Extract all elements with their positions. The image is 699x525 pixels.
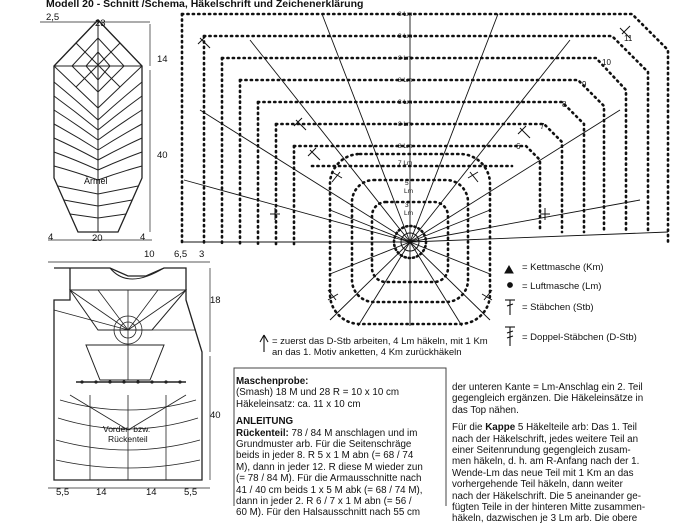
body-dim-top-a: 10: [144, 249, 155, 260]
kappe-line: nach der Häkelschrift, jedes weitere Teil an: [452, 433, 639, 445]
ruecken-heading: Rückenteil:: [236, 427, 289, 439]
kappe-line: vorhergehende Teil häkeln, dann weiter: [452, 479, 623, 491]
chart-lm-label: 8 Lm: [398, 11, 413, 18]
ruecken-line: 60 M). Für den Halsausschnitt nach 55 cm: [236, 507, 421, 519]
legend-stb: = Stäbchen (Stb): [522, 302, 594, 313]
chart-inner-label: 3: [405, 202, 409, 209]
chart-row-number: 11: [624, 34, 633, 43]
chart-lm-label: 7 Lm: [398, 160, 413, 167]
sleeve-dim-top-left: 2,5: [46, 12, 60, 23]
kappe-line: einer Seitenrundung gegengleich zusam-: [452, 445, 631, 457]
chart-lm-label: 8 Lm: [398, 77, 413, 84]
body-dim-bottom-a: 5,5: [56, 487, 70, 498]
chart-row-number: 9: [582, 80, 587, 89]
ruecken-line: M), dann in jeder 12. R diese M wieder zun: [236, 461, 423, 473]
page-title: Modell 20 - Schnitt /Schema, Häkelschrift und Zeichenerklärung: [46, 0, 364, 10]
chart-lm-label: 8 Lm: [398, 121, 413, 128]
body-schematic: [48, 262, 210, 488]
body-dim-right-a: 18: [210, 295, 221, 306]
dstb-symbol-icon: [505, 327, 515, 346]
sleeve-schematic: [40, 20, 152, 240]
lm-symbol-icon: [508, 283, 513, 288]
chart-inner-label: Lm: [404, 188, 414, 195]
instructions-left: [236, 376, 444, 519]
ruecken-line: dann in jeder 2. R 6 / 7 x 1 M abn (= 56 /: [236, 496, 412, 508]
kappe-heading: Kappe: [485, 422, 516, 434]
chart-row-number: 8: [562, 100, 567, 109]
stb-symbol-icon: [505, 300, 515, 315]
ruecken-line: 78 / 84 M anschlagen und im: [291, 427, 418, 439]
body-dim-bottom-b: 14: [96, 487, 107, 498]
body-label-line1: Vorder- bzw.: [103, 424, 151, 434]
chart-inner-label: Lm: [404, 210, 414, 217]
sleeve-dim-right-top: 14: [157, 54, 168, 65]
sleeve-label: Ärmel: [84, 176, 108, 186]
kappe-line: häkeln, dazwischen je 3 Lm arb. Die obere: [452, 513, 638, 525]
sleeve-dim-top: 23: [95, 18, 106, 29]
instructions-right: [452, 382, 697, 525]
maschenprobe-line: Häkeleinsatz: ca. 11 x 10 cm: [236, 398, 361, 410]
crochet-chart: [182, 14, 668, 326]
legend-lm: = Luftmasche (Lm): [522, 281, 602, 292]
kappe-first: 5 Häkelteile arb: Das 1. Teil: [515, 422, 637, 434]
ruecken-line: Grundmuster arb. Für die Seitenschräge: [236, 439, 412, 451]
sleeve-dim-bottom-left: 4: [48, 232, 54, 243]
anleitung-heading: ANLEITUNG: [236, 416, 294, 428]
right-line: das Top nähen.: [452, 404, 519, 416]
ruecken-line: 41 / 40 cm beids 1 x 5 M abk (= 68 / 74 M),: [236, 484, 423, 496]
sleeve-dim-right-mid: 40: [157, 150, 168, 161]
km-symbol-icon: [505, 266, 513, 273]
ruecken-line: (= 78 / 84 M). Für die Armausschnitte nach: [236, 473, 422, 485]
body-dim-right-b: 40: [210, 410, 221, 421]
chart-row-number: 6: [516, 142, 521, 151]
sleeve-dim-bottom: 20: [92, 233, 103, 244]
maschenprobe-line: (Smash) 18 M und 28 R = 10 x 10 cm: [236, 387, 400, 399]
ruecken-line: beids in jeder 8. R 5 x 1 M abn (= 68 / 74: [236, 450, 414, 462]
kappe-line: men häkeln, d. h. am R-Anfang nach der 1.: [452, 456, 640, 468]
note-line-1: = zuerst das D-Stb arbeiten, 4 Lm häkeln, mit 1 Km: [272, 336, 488, 347]
chart-inner-label: 5: [405, 180, 409, 187]
sleeve-dim-bottom-right: 4: [140, 232, 146, 243]
chart-lm-label: 8 Lm: [398, 99, 413, 106]
chart-row-number: 7: [540, 122, 545, 131]
body-dim-bottom-c: 14: [146, 487, 157, 498]
right-line: gegengleich ergänzen. Die Häkeleinsätze in: [452, 393, 644, 405]
body-label-line2: Rückenteil: [108, 434, 148, 444]
note-line-2: an das 1. Motiv anketten, 4 Km zurückhäkeln: [272, 347, 462, 358]
chart-row-number: 10: [602, 58, 611, 67]
kappe-line: Wende-Lm das neue Teil mit 1 Km an das: [452, 467, 634, 479]
legend-km: = Kettmasche (Km): [522, 262, 604, 273]
body-dim-bottom-d: 5,5: [184, 487, 198, 498]
note-symbol-icon: [260, 335, 268, 352]
kappe-line: nach der Häkelschrift. Die 5 aneinander ge-: [452, 490, 641, 502]
chart-lm-label: 8 Lm: [398, 33, 413, 40]
chart-lm-label: 8 Lm: [398, 55, 413, 62]
kappe-line: fügten Teile in der hinteren Mitte zusammen-: [452, 502, 646, 514]
right-line: der unteren Kante = Lm-Anschlag ein 2. Teil: [452, 382, 643, 393]
chart-lm-label: 8 Lm: [398, 143, 413, 150]
maschenprobe-heading: Maschenprobe:: [236, 376, 309, 387]
legend-dstb: = Doppel-Stäbchen (D-Stb): [522, 332, 637, 343]
body-dim-top-c: 3: [199, 249, 205, 260]
kappe-pre: Für die: [452, 422, 486, 434]
body-dim-top-b: 6,5: [174, 249, 188, 260]
